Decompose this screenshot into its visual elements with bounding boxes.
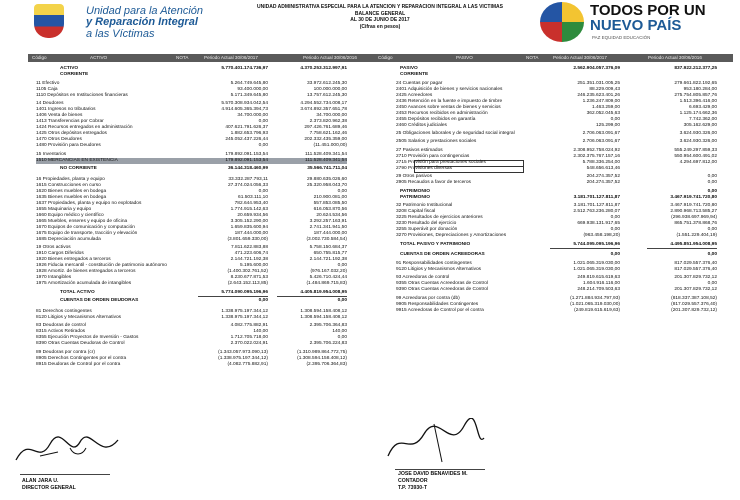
row-value-previous: 0,00	[707, 227, 717, 232]
signature-line-left	[20, 474, 110, 475]
row-label: 1670 Equipos de comunicación y computación	[36, 224, 135, 230]
row-value-current: 125.299,00	[595, 122, 620, 128]
row-label: 2460 Créditos judiciales	[396, 122, 447, 128]
row-label: CUENTAS DE ORDEN ACREEDORAS	[400, 252, 485, 257]
row-label: 15 Inventarios	[36, 151, 67, 157]
row-label: 32 Patrimonio Institucional	[396, 203, 453, 208]
row-value-previous: 3.467.919.741.720,80	[670, 203, 717, 208]
row-value-current: 1.882.653.796,93	[230, 131, 268, 136]
row-label: 1970 Intangibles	[36, 275, 72, 280]
row-label: ACTIVO	[60, 66, 79, 71]
row-value-previous: 953.180.284,00	[683, 86, 717, 92]
colorful-burst-icon	[540, 2, 584, 42]
row-value-previous: 202.332.435.359,00	[304, 137, 347, 142]
row-value-previous: 2.395.706.224,83	[309, 341, 347, 346]
row-value-previous: 7.742.362,00	[688, 116, 717, 122]
row-label: 3208 Capital fiscal	[396, 209, 436, 214]
row-value-current: 0,00	[258, 119, 268, 124]
row-value-previous: 25.320.958.043,70	[306, 182, 347, 188]
report-title	[250, 4, 510, 30]
row-label: 1401 Ingresos no tributarios	[36, 107, 96, 112]
row-value-current: 3.305.152.290,00	[230, 218, 268, 224]
contador-role: CONTADOR	[398, 478, 428, 484]
row-label: 1615 Construcciones en curso	[36, 182, 101, 188]
row-value-previous: 4.405.819.954.008,95	[300, 289, 347, 295]
unidad-victimas-logo	[34, 4, 244, 40]
row-label: 3230 Resultado del ejercicio	[396, 221, 457, 226]
director-role: DIRECTOR GENERAL	[22, 485, 76, 491]
row-value-current: 248.214.709.503,63	[577, 287, 620, 292]
contador-name: JOSE DAVID BENAVIDES M.	[398, 471, 468, 477]
row-label: 2455 Depósitos recibidos en garantía	[396, 116, 476, 122]
row-value-previous: (2.395.706.364,83)	[306, 361, 347, 367]
row-label: 27 Pasivos estimados	[396, 147, 443, 153]
row-label: 1406 Venta de bienes	[36, 113, 83, 118]
row-value-current: (1.021.065.319.030,00)	[570, 301, 620, 307]
row-value-current: (3.801.659.330,00)	[227, 236, 268, 242]
row-label: 1660 Equipo médico y científico	[36, 212, 104, 218]
row-value-previous: 0,00	[707, 180, 717, 185]
row-label: 1480 Provisión para Deudores	[36, 143, 101, 148]
row-label: 1910 Cargos Diferidos	[36, 251, 84, 256]
row-value-current: 2.706.063.091,67	[582, 139, 620, 144]
row-value-previous: 865.751.378.868,76	[674, 221, 717, 226]
page-header	[0, 0, 740, 48]
slogan-line-2: NUEVO PAÍS	[590, 17, 682, 34]
slogan-line-3: PAZ EQUIDAD EDUCACIÓN	[592, 35, 651, 40]
row-value-previous: (3.002.730.584,54)	[306, 236, 347, 242]
row-value-current: 4.914.605.365.394,73	[221, 107, 268, 112]
row-value-current: 5.744.095.095.196,96	[573, 241, 620, 247]
colombia-shield-icon	[34, 4, 64, 38]
logo-line-1: Unidad para la Atención	[86, 5, 204, 17]
row-value-previous: 7.758.621.162,46	[309, 131, 347, 136]
row-value-current: 2.706.063.091,67	[582, 131, 620, 136]
col-period-2016-b: Periodo Actual 30/06/2016	[648, 55, 702, 60]
row-value-previous: 5.426.710.424,44	[309, 275, 347, 280]
row-label: 1110 Depósitos en Instituciones financieras	[36, 92, 128, 98]
row-label: 2790 Provisiones diversas	[396, 165, 452, 171]
row-value-current: 251.351.031.005,25	[577, 80, 620, 86]
row-value-previous: 33.972.612.245,30	[306, 80, 347, 86]
row-label: 9390 Otras Cuentas Acreedoras de Control	[396, 287, 488, 292]
row-value-previous: (817.029.557.376,40)	[671, 301, 717, 307]
row-label: 2905 Recaudos a favor de terceros	[396, 180, 471, 185]
row-label: 9120 Litigios y Mecanismos Alternativos	[396, 266, 482, 272]
row-value-previous: 0,00	[337, 335, 347, 340]
row-value-previous: 650.755.815,77	[313, 251, 347, 256]
row-value-previous: 2.373.820.962,38	[309, 119, 347, 124]
row-value-previous: (1.308.594.158.408,12)	[297, 355, 347, 361]
row-value-previous: 0,00	[707, 188, 717, 194]
row-value-current: 0,00	[610, 116, 620, 122]
row-label: 24 Cuentas por pagar	[396, 80, 443, 86]
row-value-current: (1.338.975.197.344,12)	[218, 355, 268, 361]
col-codigo: Código	[32, 55, 47, 60]
row-label: 8915 Deudoras de Control por el contra	[36, 361, 121, 367]
row-value-current: 7.811.622.883,88	[231, 245, 268, 250]
title-entity: UNIDAD ADMINISTRATIVA ESPECIAL PARA LA ATENCION Y REPARACION INTEGRAL A LAS VICTIMAS	[257, 4, 503, 10]
signature-line-right	[395, 469, 485, 470]
row-value-previous: (1.484.869.715,83)	[306, 281, 347, 286]
row-label: 1675 Equipo de transporte, tracción y elevación	[36, 230, 138, 236]
row-value-current: 61.503.111,10	[238, 194, 268, 200]
row-value-previous: 4.495.851.954.008,95	[670, 241, 717, 247]
row-value-current: 362.052.045,63	[586, 110, 620, 116]
row-label: 8315 Activos Retirados	[36, 329, 86, 334]
row-value-current: 27.374.024.056,33	[227, 182, 268, 188]
row-label: 1105 Caja	[36, 86, 58, 92]
row-label: 2401 Adquisición de bienes y servicios nacionales	[396, 86, 503, 92]
row-value-previous: 616.053.870,56	[313, 206, 347, 212]
row-value-previous: 275.754.805.857,76	[674, 92, 717, 98]
row-value-current: 2.144.721.192,38	[230, 257, 268, 262]
row-label: 2436 Retención en la fuente e impuesto de timbre	[396, 98, 503, 104]
row-value-previous: (201.307.829.732,12)	[671, 307, 717, 313]
row-value-previous: 0,00	[707, 174, 717, 179]
row-value-current: 36.144.318.460,99	[227, 166, 268, 171]
contador-tp: T.P. 73930-T	[398, 485, 428, 491]
row-value-current: 471.223.606,74	[234, 251, 268, 256]
title-units: (Cifras en pesos)	[359, 23, 401, 30]
row-label: 3225 Resultados de ejercicios anteriores	[396, 215, 483, 220]
row-label: 1920 Bienes entregados a terceros	[36, 257, 111, 262]
row-value-previous: 3.674.892.357.651,78	[300, 107, 347, 112]
row-value-previous: (1.310.989.864.772,75)	[297, 349, 347, 355]
row-value-previous: (11.451.000,00)	[313, 143, 347, 148]
row-value-current: 245.052.437.226,44	[225, 137, 268, 142]
row-label: NO CORRIENTE	[60, 166, 97, 171]
row-value-current: 187.444.000,00	[234, 230, 268, 236]
row-label: 2710 Provisión para contingencias	[396, 153, 470, 159]
row-label: 1665 Muebles, enseres y equipo de oficina	[36, 218, 128, 224]
row-label: 8905 Derechos Contingentes por el contra	[36, 355, 127, 361]
row-label: 81 Derechos contingentes	[36, 308, 92, 314]
row-value-previous: 0,00	[337, 298, 347, 303]
row-value-previous: 210.900.081,00	[313, 194, 347, 200]
row-value-current: 179.892.091.153,54	[225, 151, 268, 157]
row-label: PATRIMONIO	[400, 194, 430, 200]
logo-line-3: a las Víctimas	[86, 28, 155, 40]
row-value-previous: 2.741.341.941,50	[309, 224, 347, 230]
row-value-current: 204.274.357,52	[586, 174, 620, 179]
row-value-current: 179.892.091.153,54	[225, 157, 268, 163]
row-label: 1425 Otros depósitos entregados	[36, 131, 107, 136]
row-value-previous: 4.294.697.812,00	[679, 159, 717, 165]
total-underline	[647, 248, 717, 249]
row-value-previous: 0,00	[707, 252, 717, 257]
row-value-current: 3.181.701.127.811,87	[573, 203, 620, 208]
row-value-previous: 5.758.150.684,37	[309, 245, 347, 250]
row-value-previous: 3.467.919.741.720,80	[670, 194, 717, 200]
row-label: CORRIENTE	[400, 72, 429, 77]
col-pasivo: PASIVO	[456, 55, 473, 60]
row-value-previous: 0,00	[337, 263, 347, 268]
row-label: 2453 Recursos recibidos en administración	[396, 110, 488, 116]
row-label: 91 Responsabilidades contingentes	[396, 260, 472, 266]
row-label: 9355 Otras Cuentas Acreedoras de Control	[396, 281, 488, 286]
row-value-current: (2.643.152.113,85)	[227, 281, 268, 286]
row-value-previous: 837.922.212.377,25	[674, 66, 717, 71]
row-value-current: 2.512.763.236.280,07	[573, 209, 620, 214]
col-activo: ACTIVO	[90, 55, 108, 60]
row-value-previous: 6.693.429,00	[688, 104, 717, 110]
row-label: 1470 Otros Deudores	[36, 137, 82, 142]
total-underline	[277, 296, 347, 297]
row-value-current: 249.819.615.619,63	[577, 275, 620, 280]
col-period-2016: Periodo Actual 30/06/2016	[303, 55, 357, 60]
row-value-current: 33.332.287.793,11	[228, 176, 268, 182]
row-value-current: 34.700.000,00	[237, 113, 268, 118]
row-label: 93 Acreedoras de control	[396, 275, 450, 280]
row-value-current: 1.659.835.600,94	[230, 224, 268, 230]
row-label: TOTAL ACTIVO	[60, 289, 95, 295]
row-label: 1975 Amortización acumulada de intangibles	[36, 281, 132, 286]
row-label: 2505 Salarios y prestaciones sociales	[396, 139, 477, 144]
total-underline	[198, 296, 268, 297]
row-value-previous: 29.880.635.026,60	[306, 176, 347, 182]
row-value-previous: 20.624.534,56	[316, 212, 347, 218]
row-value-previous: 111.528.409.341,54	[305, 151, 347, 157]
row-value-previous: (296.938.697.969,94)	[671, 215, 717, 220]
row-label: 2425 Acreedores	[396, 92, 433, 98]
row-label: PATRIMONIO	[400, 188, 430, 194]
row-value-current: 3.181.701.127.811,87	[573, 194, 620, 200]
row-label: 1655 Maquinaria y equipo	[36, 206, 92, 212]
column-header-bar	[28, 54, 733, 62]
row-value-current: 0,00	[258, 143, 268, 148]
row-value-current: 2.302.375.767.157,16	[573, 153, 620, 159]
row-value-current: 1.712.705.718,00	[230, 335, 268, 340]
row-value-current: 1.604.916.116,00	[583, 281, 620, 286]
row-value-previous: 2.395.706.364,83	[309, 323, 347, 328]
row-label: 1928 Amortiz. de bienes entregados a terceros	[36, 269, 136, 274]
row-label: 83 Deudoras de control	[36, 323, 86, 328]
row-label: 11 Efectivo	[36, 80, 60, 86]
row-value-current: 5.774.090.095.196,96	[221, 289, 268, 295]
row-value-previous: 279.661.822.192,65	[674, 80, 717, 86]
row-label: 1620 Bienes muebles en bodega	[36, 188, 107, 194]
row-label: 1424 Recursos entregados en administración	[36, 125, 133, 130]
row-value-current: 4.082.775.882,91	[230, 323, 268, 328]
row-value-current: 2.370.022.024,91	[230, 341, 268, 346]
row-label: 25 Obligaciones laborales y de seguridad social integral	[396, 131, 515, 136]
row-value-previous: 111.528.409.341,54	[305, 157, 347, 163]
row-value-current: 2.308.952.758.024,92	[573, 147, 620, 153]
row-value-current: 5.264.749.645,80	[230, 80, 268, 86]
row-label: 1685 Depreciación acumulada	[36, 236, 101, 242]
row-value-current: 669.938.131.917,65	[577, 221, 620, 226]
row-label: 3255 Superávit por donación	[396, 227, 458, 232]
row-value-current: 0,00	[610, 252, 620, 257]
logo-line-2: y Reparación Integral	[86, 16, 198, 28]
row-value-previous: 1.513.396.416,00	[679, 98, 717, 104]
row-value-current: 88.229.009,43	[589, 86, 620, 92]
row-value-previous: 305.162.629,00	[683, 122, 717, 128]
row-value-current: 5.195.600,00	[239, 263, 268, 268]
row-value-current: 0,00	[610, 227, 620, 232]
row-label: 29 Otros pasivos	[396, 174, 432, 179]
row-value-current: 93.400.000,00	[237, 86, 268, 92]
todos-por-un-nuevo-pais-logo	[540, 2, 730, 42]
row-value-previous: 3.292.257.163,91	[309, 218, 347, 224]
director-name: ALAN JARA U.	[22, 478, 59, 484]
row-value-current: 204.274.357,52	[586, 180, 620, 185]
col-nota: NOTA	[176, 55, 189, 60]
row-value-current: (4.082.775.882,91)	[227, 361, 268, 367]
row-value-previous: (976.167.032,20)	[310, 269, 347, 274]
row-value-previous: 3.624.930.326,00	[679, 139, 717, 144]
contador-signature-icon	[380, 418, 490, 466]
row-value-current: 782.644.953,40	[234, 200, 268, 206]
row-label: 8355 Ejecución Proyectos de Inversión - Gastos	[36, 335, 139, 340]
row-label: 1413 Transferencias por Cobrar	[36, 119, 104, 124]
row-value-previous: 0,00	[337, 188, 347, 194]
row-value-current: 548.656.613,46	[586, 165, 620, 171]
row-label: 1510 MERCANCIAS EN EXISTENCIA	[36, 157, 118, 163]
row-value-previous: 13.757.612.245,30	[306, 92, 347, 98]
row-value-previous: 1.125.174.662,36	[679, 110, 717, 116]
row-value-previous: 4.294.552.734.008,17	[300, 101, 347, 106]
row-value-current: 0,00	[610, 215, 620, 220]
row-value-previous: 34.700.000,00	[316, 113, 347, 118]
row-value-current: (1.271.884.934.797,93)	[570, 295, 620, 301]
row-value-current: 1.021.065.319.030,00	[573, 266, 620, 272]
row-value-previous: 201.307.829.732,12	[674, 287, 717, 292]
row-value-previous: 555.249.297.859,33	[674, 147, 717, 153]
row-value-current: 1.463.259,00	[591, 104, 620, 110]
col-nota-2: NOTA	[526, 55, 539, 60]
row-label: 9905 Responsabilidades Contingentes	[396, 301, 479, 307]
row-value-current: 246.235.623.401,26	[577, 92, 620, 98]
row-value-current: 5.770.401.174.736,97	[221, 66, 268, 71]
row-label: 2450 Avances sobre ventas de bienes y servicios	[396, 104, 501, 110]
row-value-previous: 817.029.557.376,40	[674, 260, 717, 266]
row-value-previous: 140,00	[332, 329, 347, 334]
row-value-current: 5.171.349.645,80	[230, 92, 268, 98]
col-period-2017: Periodo Actual 30/06/2017	[204, 55, 258, 60]
row-label: 1926 Fiducia mercantil - constitución de patrimonio autónomo	[36, 263, 167, 268]
row-value-current: 0,00	[258, 298, 268, 303]
row-label: 89 Deudoras por contra (cr)	[36, 349, 95, 355]
row-value-previous: 2.144.721.192,38	[309, 257, 347, 262]
row-value-current: 20.659.934,56	[237, 212, 268, 218]
row-value-previous: 2.890.968.713.585,27	[670, 209, 717, 214]
col-period-2017-b: Periodo Actual 30/06/2017	[553, 55, 607, 60]
director-signature-icon	[10, 430, 130, 470]
row-value-current: 407.621.791.626,37	[225, 125, 268, 130]
row-value-previous: 4.370.253.312.997,91	[300, 66, 347, 71]
title-report: BALANCE GENERAL	[354, 10, 406, 17]
row-label: 16 Propiedades, planta y equipo	[36, 176, 105, 182]
row-value-current: 1.338.975.197.344,12	[221, 308, 268, 314]
row-value-current: 8.230.677.871,53	[230, 275, 268, 280]
row-value-previous: 201.307.829.732,12	[674, 275, 717, 280]
row-label: 2715 Provisión para prestaciones sociales	[396, 159, 486, 165]
row-value-previous: 297.426.761.689,46	[304, 125, 347, 130]
row-label: 99 Acreedoras por contra (db)	[396, 295, 460, 301]
row-label: TOTAL PASIVO Y PATRIMONIO	[400, 241, 471, 247]
title-date: AL 30 DE JUNIO DE 2017	[350, 17, 410, 23]
row-label: 14 Deudores	[36, 101, 64, 106]
row-value-current: 1.338.975.197.344,12	[221, 314, 268, 320]
row-value-current: 1.774.915.142,63	[230, 206, 268, 212]
row-value-previous: 3.624.930.326,00	[679, 131, 717, 136]
total-underline	[550, 248, 620, 249]
row-value-previous: 35.566.741.711,04	[307, 166, 347, 171]
row-value-current: 5.570.308.934.042,54	[221, 101, 268, 106]
row-value-current: 1.236.247.809,00	[582, 98, 620, 104]
row-label: 3270 Provisiones, Depreciaciones y Amortizaciones	[396, 233, 507, 238]
row-value-current: (1.400.302.761,52)	[227, 269, 268, 274]
row-label: PASIVO	[400, 66, 418, 71]
row-value-current: (963.458.198,20)	[583, 233, 620, 238]
row-value-previous: 817.029.557.376,40	[674, 266, 717, 272]
row-value-previous: 550.954.600.491,02	[674, 153, 717, 159]
row-value-previous: 557.853.085,50	[313, 200, 347, 206]
row-value-previous: 187.444.000,00	[313, 230, 347, 236]
row-value-current: (1.343.057.973.090,13)	[218, 349, 268, 355]
row-label: CUENTAS DE ORDEN DEUDORAS	[60, 298, 139, 303]
row-value-current: (249.819.615.619,63)	[574, 307, 620, 313]
row-label: 19 Otros activos	[36, 245, 71, 250]
row-value-current: 2.562.904.057.376,09	[573, 66, 620, 71]
slogan-line-1: TODOS POR UN	[590, 2, 706, 19]
row-value-current: 0,00	[258, 188, 268, 194]
row-label: 9915 Acreedoras de Control por el contra	[396, 307, 484, 313]
row-value-current: 1.021.065.319.030,00	[573, 260, 620, 266]
row-value-previous: (818.337.387.108,52)	[671, 295, 717, 301]
row-label: CORRIENTE	[60, 72, 89, 77]
row-label: 1637 Propiedades, planta y equipo no explotados	[36, 200, 142, 206]
row-label: 8390 Otras Cuentas Deudoras de Control	[36, 341, 125, 346]
row-value-previous: 1.308.594.158.408,12	[300, 314, 347, 320]
row-label: 1635 Bienes muebles en bodega	[36, 194, 107, 200]
row-value-previous: 100.000.000,00	[313, 86, 347, 92]
row-value-previous: (1.551.229.404,19)	[676, 233, 717, 238]
row-value-previous: 1.308.594.158.408,12	[300, 308, 347, 314]
row-label: 8120 Litigios y Mecanismos Alternativos	[36, 314, 122, 320]
row-value-current: 5.788.336.254,00	[582, 159, 620, 165]
row-value-previous: 0,00	[707, 281, 717, 286]
row-value-current: 140,00	[253, 329, 268, 334]
col-codigo-2: Código	[378, 55, 393, 60]
